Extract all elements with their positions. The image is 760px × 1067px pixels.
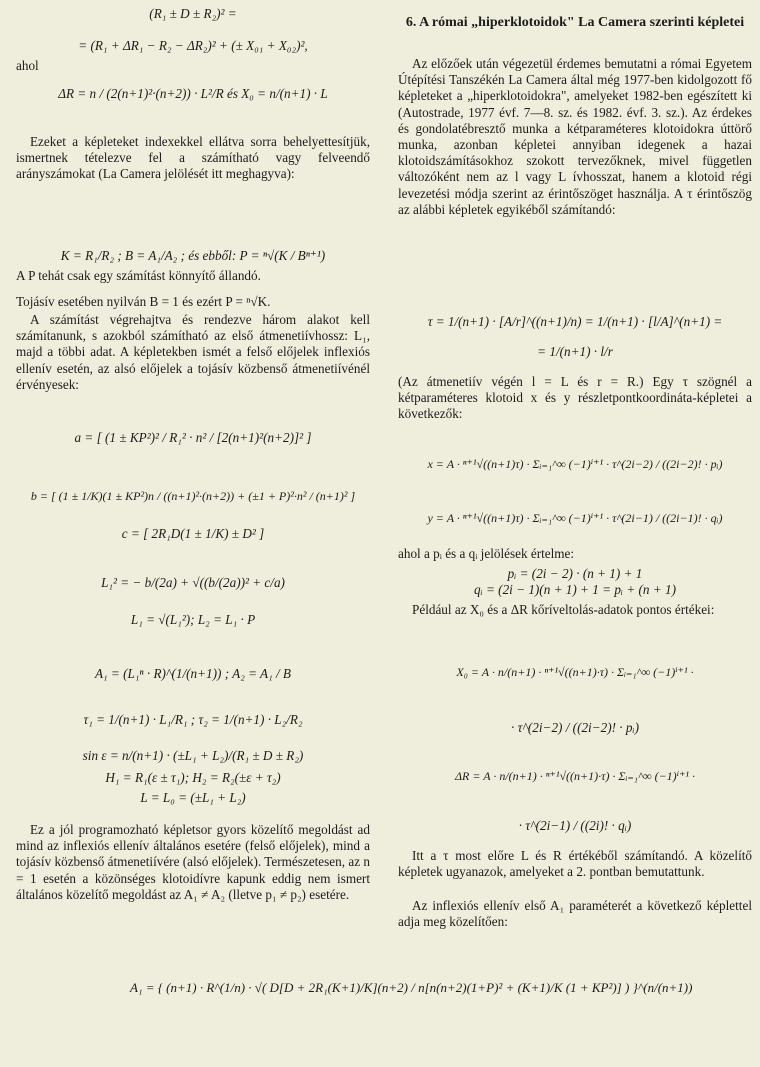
equation-k-b-p: K = R₁/R₂ ; B = A₁/A₂ ; és ebből: P = ⁿ√(K / Bⁿ⁺¹) xyxy=(60,248,326,263)
equation-x0-b: · τ^(2i−2) / ((2i−2)! · pᵢ) xyxy=(511,720,639,735)
paragraph-3: ahol a pᵢ és a qᵢ jelölések értelme: xyxy=(398,546,575,561)
paragraph-2: A P tehát csak egy számítást könnyítő állandó. xyxy=(16,268,261,283)
paragraph-5: Itt a τ most előre L és R értékéből számítandó. A közelítő képletek ugyanazok, amelyeket a 2. pontban bemutattunk. xyxy=(398,848,752,880)
equation-tau-2: = 1/(n+1) · l/r xyxy=(537,344,613,359)
paragraph-2: (Az átmenetiív végén l = L és r = R.) Egy τ szögnél a kétparaméteres klotoid x és y részletpontkoordináta-képletei a következők: xyxy=(398,374,752,422)
equation-c: c = [ 2R₁D(1 ± 1/K) ± D² ] xyxy=(121,526,265,541)
equation-q: qᵢ = (2i − 1)(n + 1) + 1 = pᵢ + (n + 1) xyxy=(474,582,676,597)
paragraph-4: A számítást végrehajtva és rendezve három alakot kell számítanunk, s azokból számítható az első átmenetiívhossz: L₁, majd a többi adat. A képletekben ismét a felső előjelek inflexiós ellenív esetén, az alsó előjelek a tojásív közbenső átmenetiívénél érvényesek: xyxy=(16,312,370,392)
paragraph-5: Ez a jól programozható képletsor gyors közelítő megoldást ad mind az inflexiós ellenív általános esetére (felső előjelek), mind a tojásív közbenső átmenetiívére (alsó előjelek). Természetesen, az n = 1 esetén a közönséges klotoidívre kapunk eddig nem ismert általános közelítő megoldást az A₁ ≠ A₂ (lletve p₁ ≠ p₂) esetére. xyxy=(16,822,370,902)
equation-delta-r: ΔR = n / (2(n+1)²·(n+2)) · L²/R és X₀ = n/(n+1) · L xyxy=(58,86,328,101)
equation-b: b = [ (1 ± 1/K)(1 ± KP²)n / ((n+1)²·(n+2)) + (±1 + P)²·n² / (n+1)² ] xyxy=(30,489,356,503)
equation-h: H₁ = R₁(ε ± τ₁); H₂ = R₂(±ε + τ₂) xyxy=(105,770,281,785)
equation-p: pᵢ = (2i − 2) · (n + 1) + 1 xyxy=(507,566,643,581)
paragraph-4: Például az X₀ és a ΔR kőrívelto‌lás-adatok pontos értékei: xyxy=(412,602,715,617)
equation-l1-squared: L₁² = − b/(2a) + √((b/(2a))² + c/a) xyxy=(101,575,285,590)
equation-a1-a2: A₁ = (L₁ⁿ · R)^(1/(n+1)) ; A₂ = A₁ / B xyxy=(94,666,291,681)
equation-top-1: (R₁ ± D ± R₂)² = xyxy=(149,6,237,21)
equation-top-2: = (R₁ + ΔR₁ − R₂ − ΔR₂)² + (± X₀₁ + X₀₂)², xyxy=(78,38,308,53)
word-ahol: ahol xyxy=(16,58,39,73)
paragraph-6: Az inflexiós ellenív első A₁ paraméterét a következő képlettel adja meg közelítően: xyxy=(398,898,752,930)
paragraph-1: Ezeket a képleteket indexekkel ellátva sorra behelyettesítjük, ismertnek tételezve fel a számítható vagy felveendő arányszámokat (La Camera jelölését itt meghagyva): xyxy=(16,134,370,182)
equation-delta-r-b: · τ^(2i−1) / ((2i)! · qᵢ) xyxy=(518,818,632,833)
equation-sin-eps: sin ε = n/(n+1) · (±L₁ + L₂)/(R₁ ± D ± R₂) xyxy=(82,748,304,763)
equation-tau: τ₁ = 1/(n+1) · L₁/R₁ ; τ₂ = 1/(n+1) · L₂/R₂ xyxy=(83,712,303,727)
equation-delta-r-a: ΔR = A · n/(n+1) · ⁿ⁺¹√((n+1)·τ) · Σᵢ₌₁^∞ (−1)ⁱ⁺¹ · xyxy=(454,769,696,783)
equation-l1-l2: L₁ = √(L₁²); L₂ = L₁ · P xyxy=(130,612,256,627)
equation-y: y = A · ⁿ⁺¹√((n+1)τ) · Σᵢ₌₁^∞ (−1)ⁱ⁺¹ · τ^(2i−1) / ((2i−1)! · qᵢ) xyxy=(427,511,723,525)
paragraph-1: Az előzőek után végezetül érdemes bemutatni a római Egyetem Útépítési Tanszékén La Camera által még 1977-ben kidolgozott fő képleteket a „hiperklotoidokra", amelyeket 1982-ben egészített ki (Autostrade, 1977 évf. 7—8. sz. és 1982. évf. 3. sz.). Az érdekes és gondolatébresztő munka a kétparaméteres klotoidokra úttörő munka, azonban képletei annyiban idegenek a hazai klotoidszámításokhoz szokott tervezőknek, mivel független változóként nem az l vagy L ívhosszat, hanem a klotoid régi levezetési módja szerint az érintőszöget használja. A τ érintőszög az alábbi képletek egyikéből számítandó: xyxy=(398,56,752,217)
equation-a1-bottom: A₁ = { (n+1) · R^(1/n) · √( D[D + 2R₁(K+1)/K](n+2) / n[n(n+2)(1+P)² + (K+1)/K (1 + KP²)] ) }^(n/(n+1)) xyxy=(130,980,693,995)
equation-x: x = A · ⁿ⁺¹√((n+1)τ) · Σᵢ₌₁^∞ (−1)ⁱ⁺¹ · τ^(2i−2) / ((2i−2)! · pᵢ) xyxy=(427,457,723,471)
paragraph-3: Tojásív esetében nyilván B = 1 és ezért P = ⁿ√K. xyxy=(16,294,271,309)
equation-l: L = L₀ = (±L₁ + L₂) xyxy=(140,790,246,805)
section-heading: 6. A római „hiperklotoidok" La Camera szerinti képletei xyxy=(405,15,745,30)
equation-a: a = [ (1 ± KP²)² / R₁² · n² / [2(n+1)²(n+2)]² ] xyxy=(74,430,312,445)
equation-tau-1: τ = 1/(n+1) · [A/r]^((n+1)/n) = 1/(n+1) · [l/A]^(n+1) = xyxy=(427,314,723,329)
equation-x0-a: X₀ = A · n/(n+1) · ⁿ⁺¹√((n+1)·τ) · Σᵢ₌₁^∞ (−1)ⁱ⁺¹ · xyxy=(456,665,694,679)
